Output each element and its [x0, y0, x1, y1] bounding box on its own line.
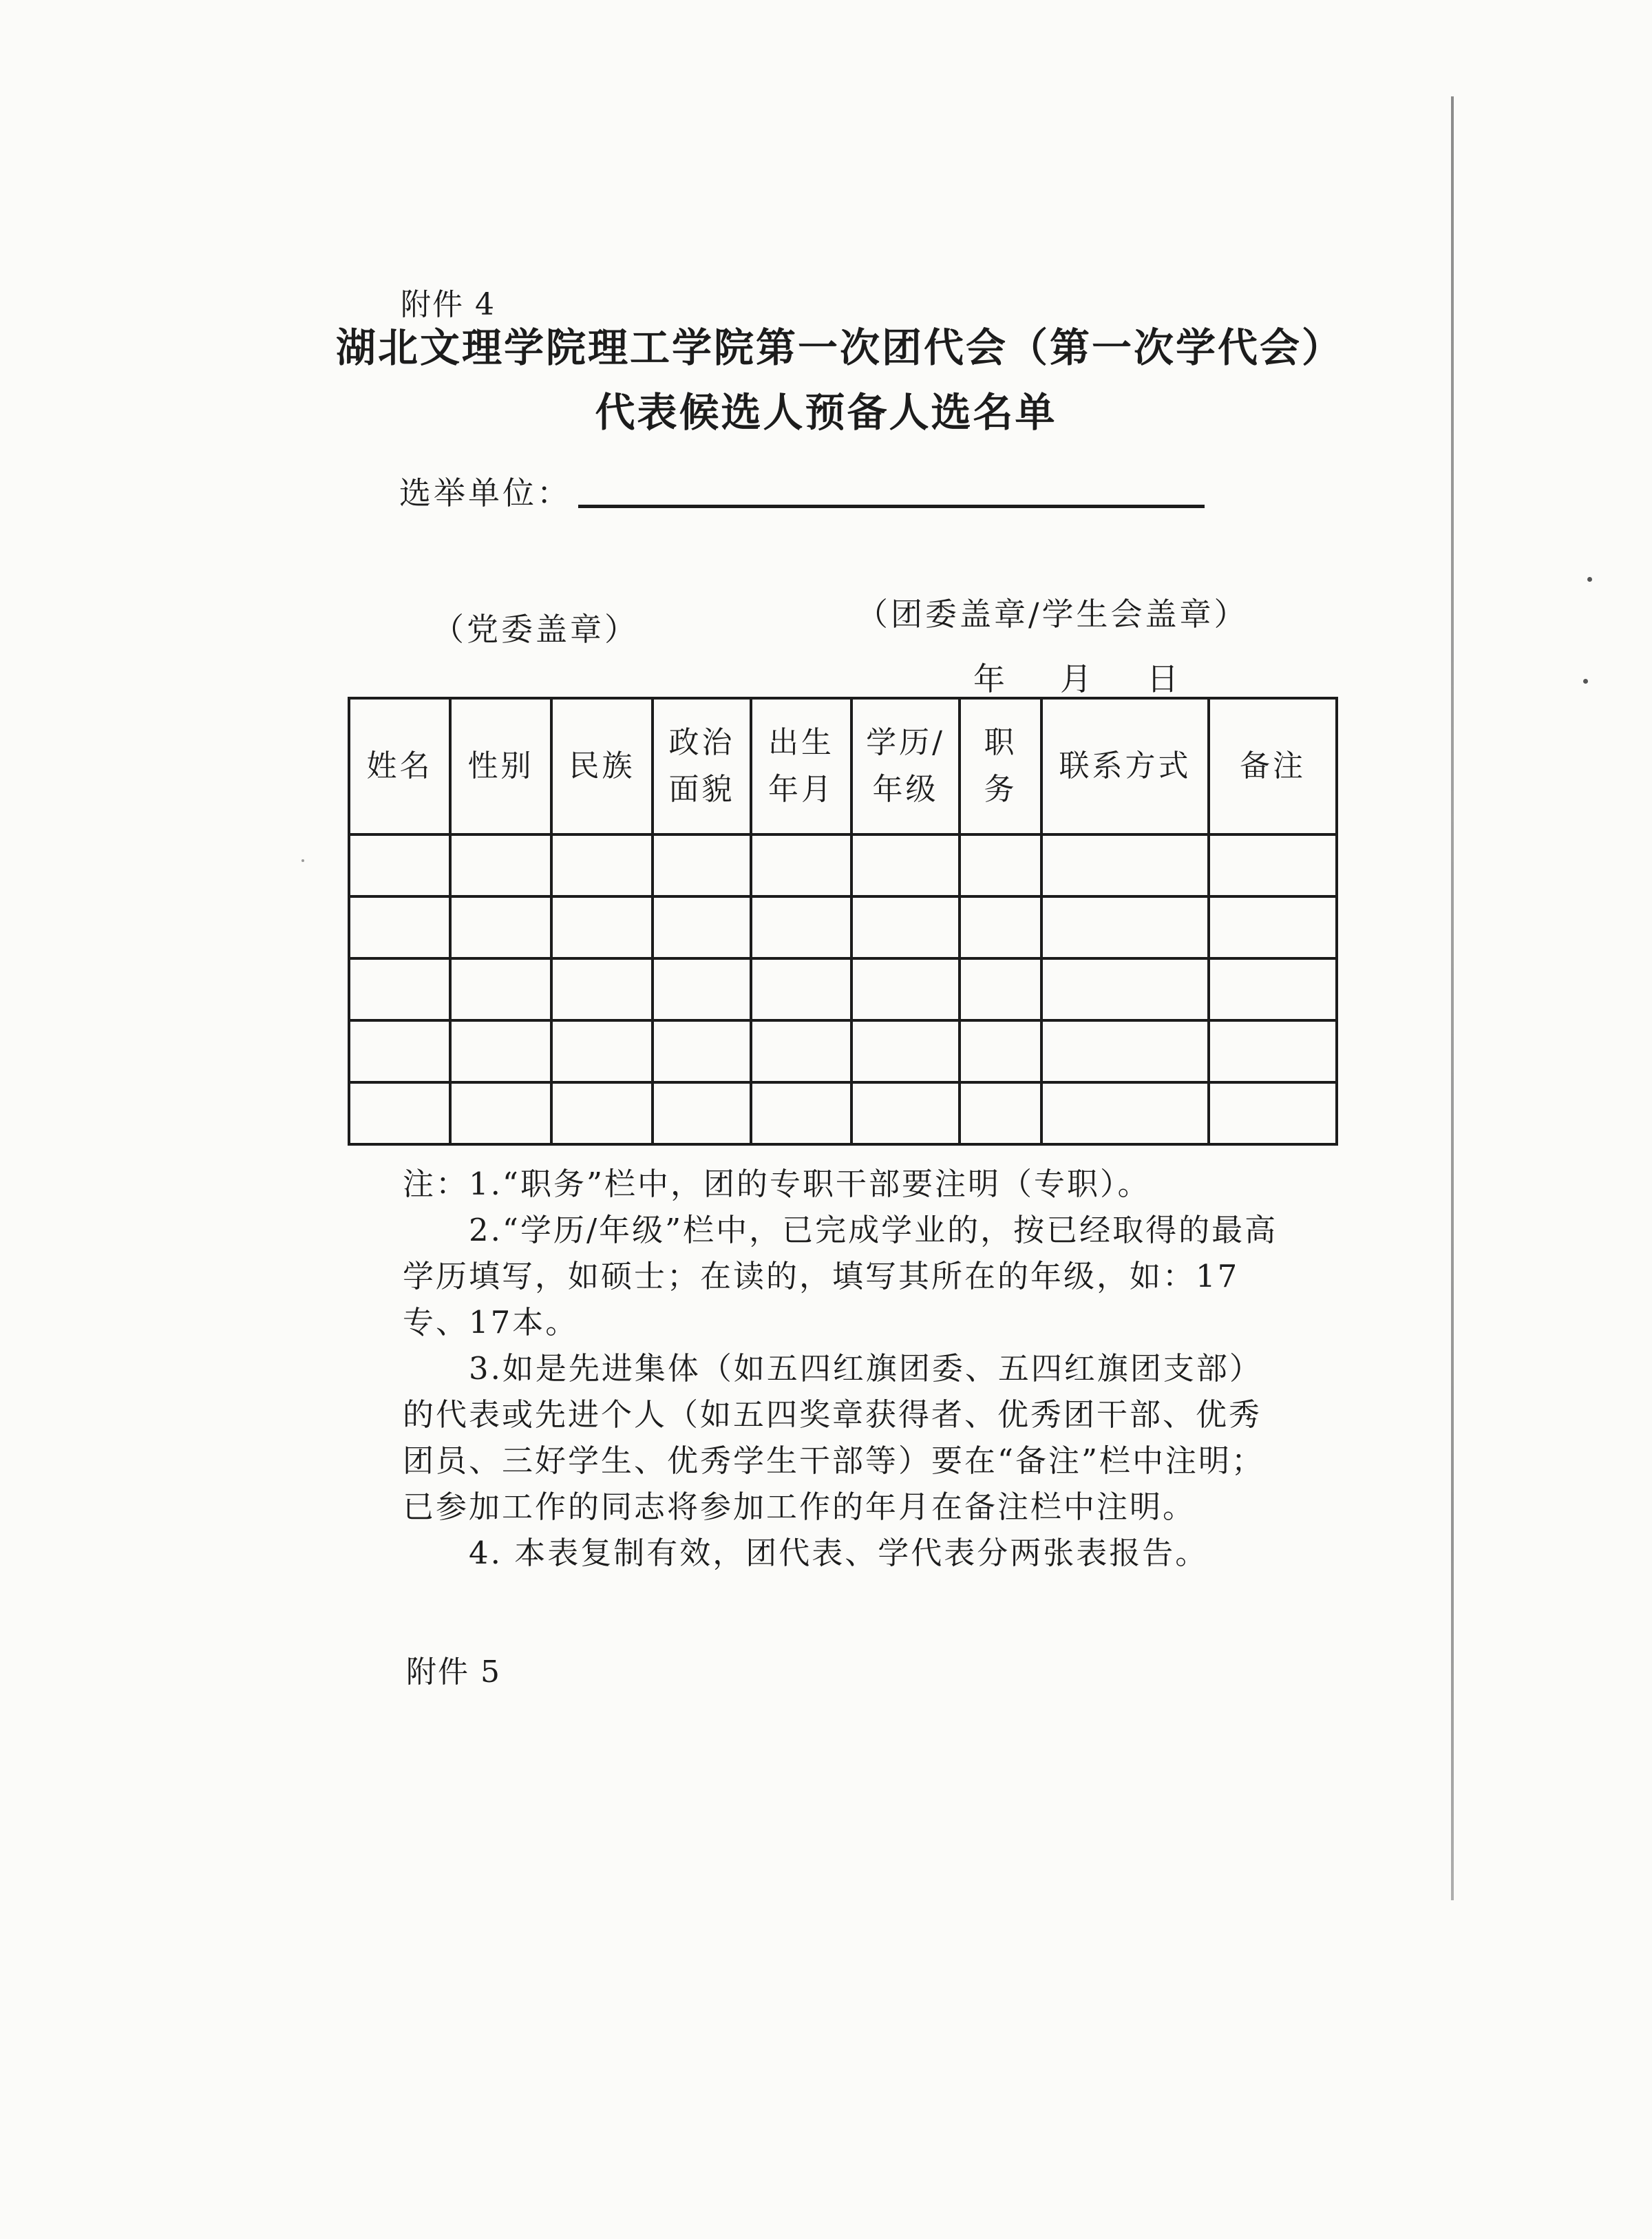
- table-cell[interactable]: [349, 1082, 450, 1144]
- table-row: [349, 958, 1337, 1020]
- header-gender: 性别: [450, 698, 551, 834]
- table-cell[interactable]: [653, 1082, 751, 1144]
- table-cell[interactable]: [349, 958, 450, 1020]
- table-cell[interactable]: [851, 958, 960, 1020]
- header-name: 姓名: [349, 698, 450, 834]
- date-month: 月: [1060, 660, 1092, 697]
- table-cell[interactable]: [1209, 958, 1337, 1020]
- header-birth-date: 出生 年月: [751, 698, 851, 834]
- table-cell[interactable]: [1041, 958, 1209, 1020]
- date-year: 年: [973, 660, 1005, 697]
- table-header-row: [349, 698, 1337, 834]
- table-cell[interactable]: [1209, 1082, 1337, 1144]
- header-education-grade: 学历/ 年级: [851, 698, 960, 834]
- note-item-3: 3.如是先进集体（如五四红旗团委、五四红旗团支部）的代表或先进个人（如五四奖章获得者、优秀团干部、优秀团员、三好学生、优秀学生干部等）要在“备注”栏中注明；已参加工作的同志将参加工作的年月在备注栏中注明。: [403, 1350, 1265, 1525]
- table-cell[interactable]: [751, 958, 851, 1020]
- header-contact: 联系方式: [1041, 698, 1209, 834]
- scan-speck: [1583, 679, 1588, 684]
- table-row: [349, 896, 1337, 958]
- table-cell[interactable]: [349, 896, 450, 958]
- notes-section: [403, 1161, 1284, 1576]
- table-cell[interactable]: [551, 1020, 653, 1082]
- table-cell[interactable]: [851, 896, 960, 958]
- table-cell[interactable]: [751, 896, 851, 958]
- table-cell[interactable]: [653, 896, 751, 958]
- table-cell[interactable]: [653, 1020, 751, 1082]
- table-cell[interactable]: [450, 834, 551, 896]
- date-day: 日: [1147, 660, 1178, 697]
- table-cell[interactable]: [851, 1020, 960, 1082]
- table-cell[interactable]: [960, 958, 1041, 1020]
- document-title-line1: 湖北文理学院理工学院第一次团代会（第一次学代会）: [335, 324, 1344, 371]
- election-unit-blank[interactable]: [578, 505, 1205, 508]
- table-cell[interactable]: [1209, 1020, 1337, 1082]
- table-cell[interactable]: [1209, 896, 1337, 958]
- party-seal-label: （党委盖章）: [432, 611, 639, 648]
- scan-speck: [1587, 577, 1592, 582]
- table-cell[interactable]: [751, 1020, 851, 1082]
- table-cell[interactable]: [551, 896, 653, 958]
- table-cell[interactable]: [1041, 1020, 1209, 1082]
- table-cell[interactable]: [1209, 834, 1337, 896]
- document-title-line2: 代表候选人预备人选名单: [595, 389, 1057, 436]
- candidate-table: [348, 697, 1338, 1146]
- table-cell[interactable]: [551, 958, 653, 1020]
- table-cell[interactable]: [349, 834, 450, 896]
- table-cell[interactable]: [751, 834, 851, 896]
- table-cell[interactable]: [450, 896, 551, 958]
- table-cell[interactable]: [960, 896, 1041, 958]
- table-cell[interactable]: [960, 834, 1041, 896]
- table-cell[interactable]: [1041, 896, 1209, 958]
- table-cell[interactable]: [450, 958, 551, 1020]
- table-cell[interactable]: [551, 834, 653, 896]
- table-cell[interactable]: [653, 958, 751, 1020]
- header-position: 职 务: [960, 698, 1041, 834]
- table-row: [349, 1082, 1337, 1144]
- note-item-2: 2.“学历/年级”栏中，已完成学业的，按已经取得的最高学历填写，如硕士；在读的，填写其所在的年级，如：17专、17本。: [403, 1212, 1278, 1341]
- table-cell[interactable]: [450, 1082, 551, 1144]
- note-item-4: 4. 本表复制有效，团代表、学代表分两张表报告。: [469, 1535, 1209, 1571]
- table-cell[interactable]: [1041, 834, 1209, 896]
- table-cell[interactable]: [1041, 1082, 1209, 1144]
- table-cell[interactable]: [960, 1020, 1041, 1082]
- scan-speck: [301, 859, 304, 862]
- election-unit-row: [399, 468, 1205, 514]
- table-cell[interactable]: [450, 1020, 551, 1082]
- table-cell[interactable]: [960, 1082, 1041, 1144]
- note-item-1: 注：1.“职务”栏中，团的专职干部要注明（专职）。: [403, 1166, 1151, 1202]
- election-unit-label: 选举单位：: [399, 474, 571, 512]
- league-seal-label: （团委盖章/学生会盖章）: [856, 596, 1249, 633]
- date-row: [973, 654, 1178, 700]
- table-row: [349, 834, 1337, 896]
- header-remarks: 备注: [1209, 698, 1337, 834]
- table-cell[interactable]: [653, 834, 751, 896]
- table-cell[interactable]: [551, 1082, 653, 1144]
- table-cell[interactable]: [349, 1020, 450, 1082]
- table-cell[interactable]: [851, 834, 960, 896]
- table-cell[interactable]: [751, 1082, 851, 1144]
- table-cell[interactable]: [851, 1082, 960, 1144]
- header-political-status: 政治 面貌: [653, 698, 751, 834]
- table-row: [349, 1020, 1337, 1082]
- attachment-label-4: 附件 4: [401, 287, 496, 322]
- attachment-label-5: 附件 5: [406, 1654, 501, 1690]
- header-ethnicity: 民族: [551, 698, 653, 834]
